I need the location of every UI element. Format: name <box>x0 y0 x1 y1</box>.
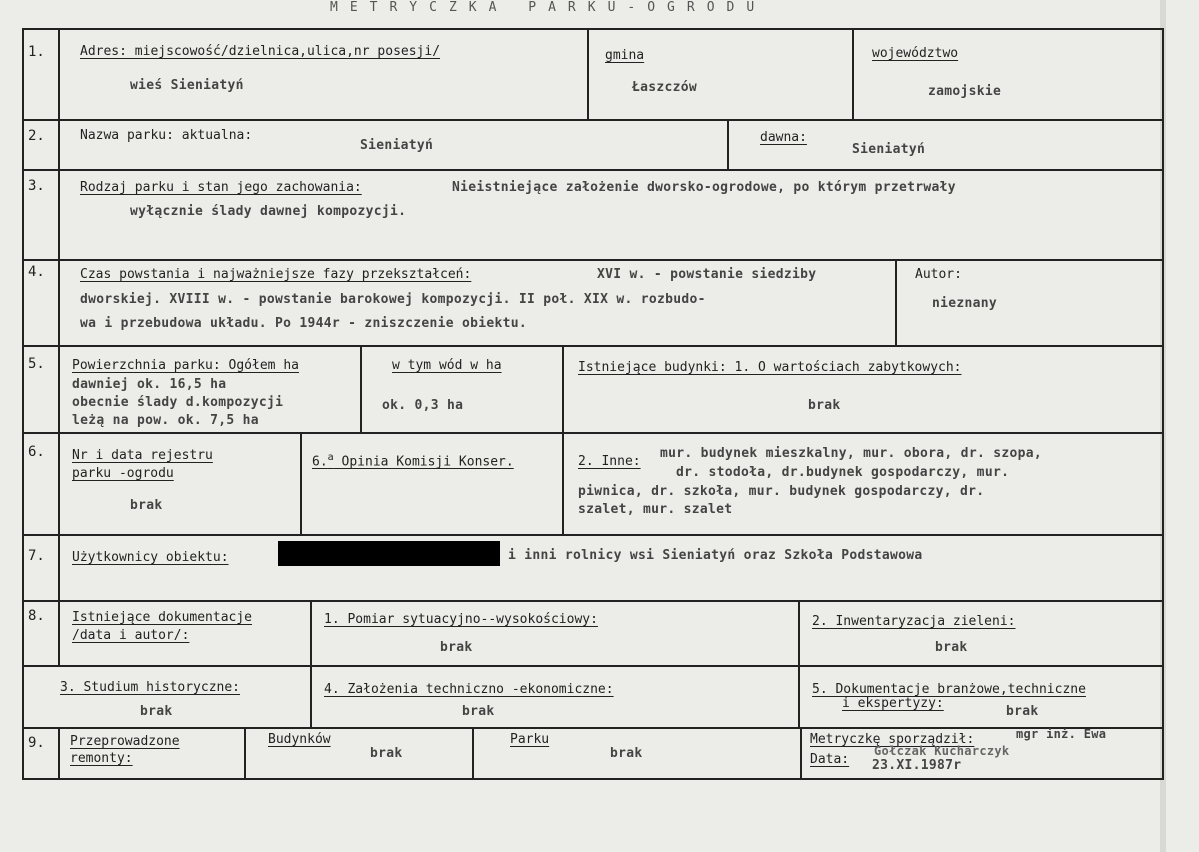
author-label: Autor: <box>915 267 962 282</box>
number-column-line <box>58 28 60 667</box>
other-buildings-line4: szalet, mur. szalet <box>578 502 733 517</box>
docs-label-line1: Istniejące dokumentacje <box>72 610 253 625</box>
cell-divider <box>800 727 802 780</box>
cell-divider <box>562 345 564 433</box>
row-number: 7. <box>28 548 45 564</box>
users-label: Użytkownicy obiektu: <box>72 550 229 565</box>
registry-label-line2: parku -ogrodu <box>72 466 174 481</box>
branch-docs-label-line2: i ekspertyzy: <box>842 696 944 711</box>
former-name-value: Sieniatyń <box>852 142 926 157</box>
current-name-label: Nazwa parku: aktualna: <box>80 128 253 143</box>
prepared-by-value-line1: mgr inż. Ewa <box>1016 727 1107 741</box>
row-divider <box>22 665 1164 667</box>
gmina-value: Łaszczów <box>632 80 698 95</box>
history-phases-line1: XVI w. - powstanie siedziby <box>597 267 817 282</box>
number-column-line <box>58 727 60 780</box>
repairs-buildings-label: Budynków <box>268 732 331 747</box>
cell-divider <box>310 600 312 728</box>
date-value: 23.XI.1987r <box>872 758 962 773</box>
historic-buildings-label: Istniejące budynki: 1. O wartościach zabytkowych: <box>578 360 962 375</box>
former-name-label: dawna: <box>760 130 807 145</box>
gmina-label: gmina <box>605 48 645 63</box>
other-buildings-line3: piwnica, dr. szkoła, mur. budynek gospodarczy, dr. <box>578 484 985 499</box>
date-label: Data: <box>810 752 850 767</box>
row-number: 9. <box>28 735 45 751</box>
row-number: 5. <box>28 356 45 372</box>
author-value: nieznany <box>932 296 998 311</box>
tech-econ-label: 4. Założenia techniczno -ekonomiczne: <box>324 682 614 697</box>
address-value: wieś Sieniatyń <box>130 78 244 93</box>
opinion-number: 6. <box>312 454 328 470</box>
cell-divider <box>852 28 854 120</box>
row-number: 1. <box>28 44 45 60</box>
other-buildings-label: 2. Inne: <box>578 454 641 469</box>
registry-value: brak <box>130 498 163 513</box>
opinion-text: Opinia Komisji Konser. <box>341 454 514 470</box>
history-study-value: brak <box>140 704 173 719</box>
registry-label-line1: Nr i data rejestru <box>72 448 213 463</box>
row-number: 8. <box>28 608 45 624</box>
cell-divider <box>472 727 474 780</box>
row-divider <box>22 432 1164 434</box>
area-value-line2: obecnie ślady d.kompozycji <box>72 395 284 410</box>
cell-divider <box>360 345 362 433</box>
document-title: METRYCZKA PARKU-OGRODU <box>330 0 767 15</box>
cell-divider <box>244 727 246 780</box>
cell-divider <box>798 600 800 728</box>
row-number: 3. <box>28 178 45 194</box>
greenery-label: 2. Inwentaryzacja zieleni: <box>812 614 1016 629</box>
historic-buildings-value: brak <box>808 398 841 413</box>
branch-docs-value: brak <box>1006 704 1039 719</box>
greenery-value: brak <box>935 640 968 655</box>
current-name-value: Sieniatyń <box>360 138 434 153</box>
cell-divider <box>562 432 564 535</box>
redaction-bar <box>278 541 500 566</box>
repairs-label-line1: Przeprowadzone <box>70 734 180 749</box>
repairs-buildings-value: brak <box>370 746 403 761</box>
row-divider <box>22 345 1164 347</box>
opinion-superscript: a <box>327 452 334 463</box>
opinion-label <box>312 452 514 469</box>
history-phases-line2: dworskiej. XVIII w. - powstanie barokowej kompozycji. II poł. XIX w. rozbudo- <box>80 292 706 307</box>
cell-divider <box>587 28 589 120</box>
branch-docs-label-line1: 5. Dokumentacje branżowe,techniczne <box>812 682 1086 697</box>
water-area-label: w tym wód w ha <box>392 358 502 373</box>
park-type-value-line1: Nieistniejące założenie dworsko-ogrodowe, po którym przetrwały <box>452 180 956 195</box>
cell-divider <box>895 259 897 346</box>
repairs-park-label: Parku <box>510 732 550 747</box>
row-divider <box>22 259 1164 261</box>
area-value-line1: dawniej ok. 16,5 ha <box>72 377 227 392</box>
row-number: 4. <box>28 264 45 280</box>
repairs-label-line2: remonty: <box>70 751 133 766</box>
address-label: Adres: miejscowość/dzielnica,ulica,nr posesji/ <box>80 44 441 59</box>
area-value-line3: leżą na pow. ok. 7,5 ha <box>72 413 259 428</box>
cell-divider <box>727 119 729 170</box>
row-divider <box>22 534 1164 536</box>
row-divider <box>22 119 1164 121</box>
history-study-label: 3. Studium historyczne: <box>60 680 241 695</box>
repairs-park-value: brak <box>610 746 643 761</box>
tech-econ-value: brak <box>462 704 495 719</box>
survey-value: brak <box>440 640 473 655</box>
row-number: 6. <box>28 444 45 460</box>
users-value: i inni rolnicy wsi Sieniatyń oraz Szkoła Podstawowa <box>508 548 923 563</box>
prepared-by-label: Metryczkę sporządził: <box>810 732 975 747</box>
voivodeship-label: województwo <box>872 46 959 61</box>
voivodeship-value: zamojskie <box>928 84 1002 99</box>
history-phases-label: Czas powstania i najważniejsze fazy przekształceń: <box>80 267 472 282</box>
other-buildings-line1: mur. budynek mieszkalny, mur. obora, dr. szopa, <box>660 446 1042 461</box>
row-number: 2. <box>28 128 45 144</box>
survey-label: 1. Pomiar sytuacyjno--wysokościowy: <box>324 612 598 627</box>
cell-divider <box>300 432 302 535</box>
docs-label-line2: /data i autor/: <box>72 628 190 643</box>
row-divider <box>22 600 1164 602</box>
park-type-value-line2: wyłącznie ślady dawnej kompozycji. <box>130 204 407 219</box>
prepared-by-value-line2: Gołczak Kucharczyk <box>874 744 1010 758</box>
park-type-label: Rodzaj parku i stan jego zachowania: <box>80 180 362 195</box>
row-divider <box>22 727 1164 729</box>
water-area-value: ok. 0,3 ha <box>382 398 464 413</box>
area-label: Powierzchnia parku: Ogółem ha <box>72 358 299 373</box>
other-buildings-line2: dr. stodoła, dr.budynek gospodarczy, mur. <box>676 465 1010 480</box>
history-phases-line3: wa i przebudowa układu. Po 1944r - zniszczenie obiektu. <box>80 316 527 331</box>
row-divider <box>22 169 1164 171</box>
